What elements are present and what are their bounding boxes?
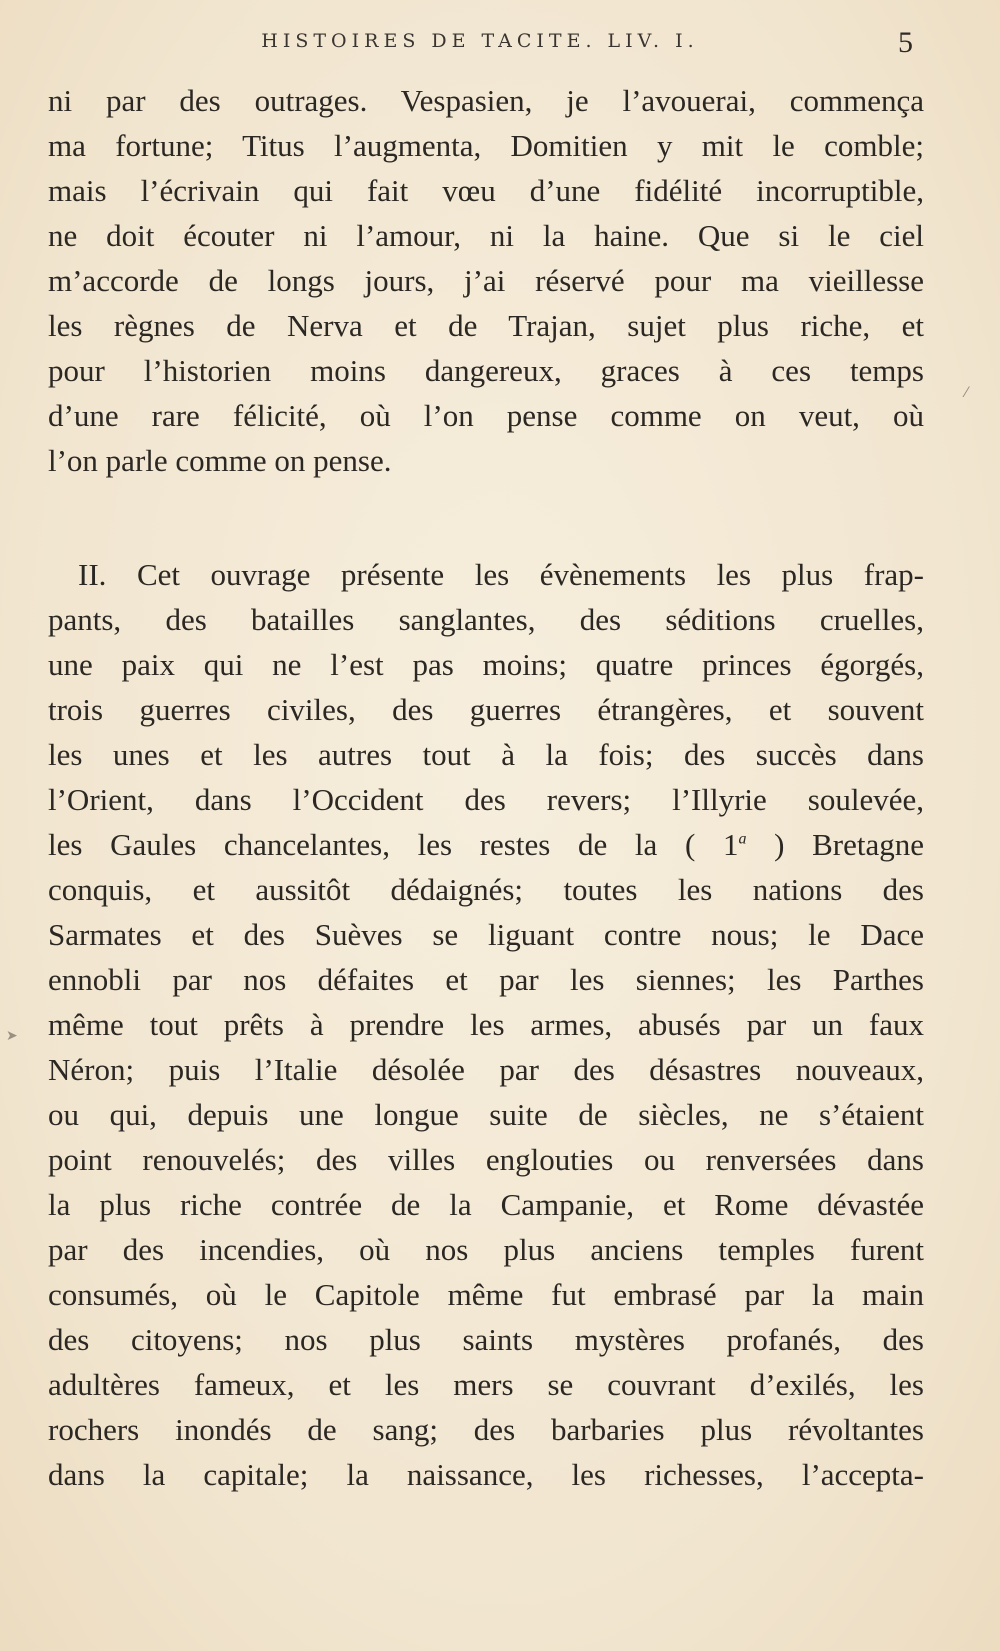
text-line: pants, des batailles sanglantes, des séditions cruelles,: [48, 602, 924, 637]
text-line: des citoyens; nos plus saints mystères profanés, des: [48, 1322, 924, 1357]
text-line: dans la capitale; la naissance, les richesses, l’accepta-: [48, 1457, 924, 1492]
text-line: Sarmates et des Suèves se liguant contre nous; le Dace: [48, 917, 924, 952]
text-line: mais l’écrivain qui fait vœu d’une fidélité incorruptible,: [48, 173, 924, 208]
text-line: II. Cet ouvrage présente les évènements les plus frap-: [78, 557, 924, 592]
text-segment: ) Bretagne: [774, 827, 924, 862]
text-line: l’on parle comme on pense.: [48, 443, 392, 478]
footnote-superscript: a: [738, 830, 747, 848]
text-segment: les Gaules chancelantes, les restes de la (: [48, 827, 696, 862]
text-line: même tout prêts à prendre les armes, abusés par un faux: [48, 1007, 924, 1042]
margin-mark-icon: ➤: [6, 1028, 18, 1044]
text-line-with-footnote: [48, 822, 924, 868]
footnote-reference: [723, 827, 747, 862]
text-line: les unes et les autres tout à la fois; des succès dans: [48, 737, 924, 772]
text-line: ne doit écouter ni l’amour, ni la haine. Que si le ciel: [48, 218, 924, 253]
text-line: la plus riche contrée de la Campanie, et Rome dévastée: [48, 1187, 924, 1222]
page-number: 5: [898, 26, 913, 59]
text-line: ni par des outrages. Vespasien, je l’avouerai, commença: [48, 83, 924, 118]
margin-tick-icon: ⁄: [965, 385, 968, 401]
text-line: d’une rare félicité, où l’on pense comme on veut, où: [48, 398, 924, 433]
text-line: l’Orient, dans l’Occident des revers; l’Illyrie soulevée,: [48, 782, 924, 817]
text-line: ma fortune; Titus l’augmenta, Domitien y mit le comble;: [48, 128, 924, 163]
text-line: une paix qui ne l’est pas moins; quatre princes égorgés,: [48, 647, 924, 682]
text-line: pour l’historien moins dangereux, graces à ces temps: [48, 353, 924, 388]
text-line: adultères fameux, et les mers se couvrant d’exilés, les: [48, 1367, 924, 1402]
text-line: par des incendies, où nos plus anciens temples furent: [48, 1232, 924, 1267]
text-line: ennobli par nos défaites et par les siennes; les Parthes: [48, 962, 924, 997]
text-line: les règnes de Nerva et de Trajan, sujet plus riche, et: [48, 308, 924, 343]
running-title: HISTOIRES DE TACITE. LIV. I.: [261, 30, 699, 52]
text-line: point renouvelés; des villes englouties ou renversées dans: [48, 1142, 924, 1177]
footnote-number: 1: [722, 827, 739, 862]
text-line: consumés, où le Capitole même fut embrasé par la main: [48, 1277, 924, 1312]
text-line: rochers inondés de sang; des barbaries plus révoltantes: [48, 1412, 924, 1447]
text-line: trois guerres civiles, des guerres étrangères, et souvent: [48, 692, 924, 727]
text-line: conquis, et aussitôt dédaignés; toutes les nations des: [48, 872, 924, 907]
text-line: Néron; puis l’Italie désolée par des désastres nouveaux,: [48, 1052, 924, 1087]
text-line: ou qui, depuis une longue suite de siècles, ne s’étaient: [48, 1097, 924, 1132]
text-line: m’accorde de longs jours, j’ai réservé pour ma vieillesse: [48, 263, 924, 298]
